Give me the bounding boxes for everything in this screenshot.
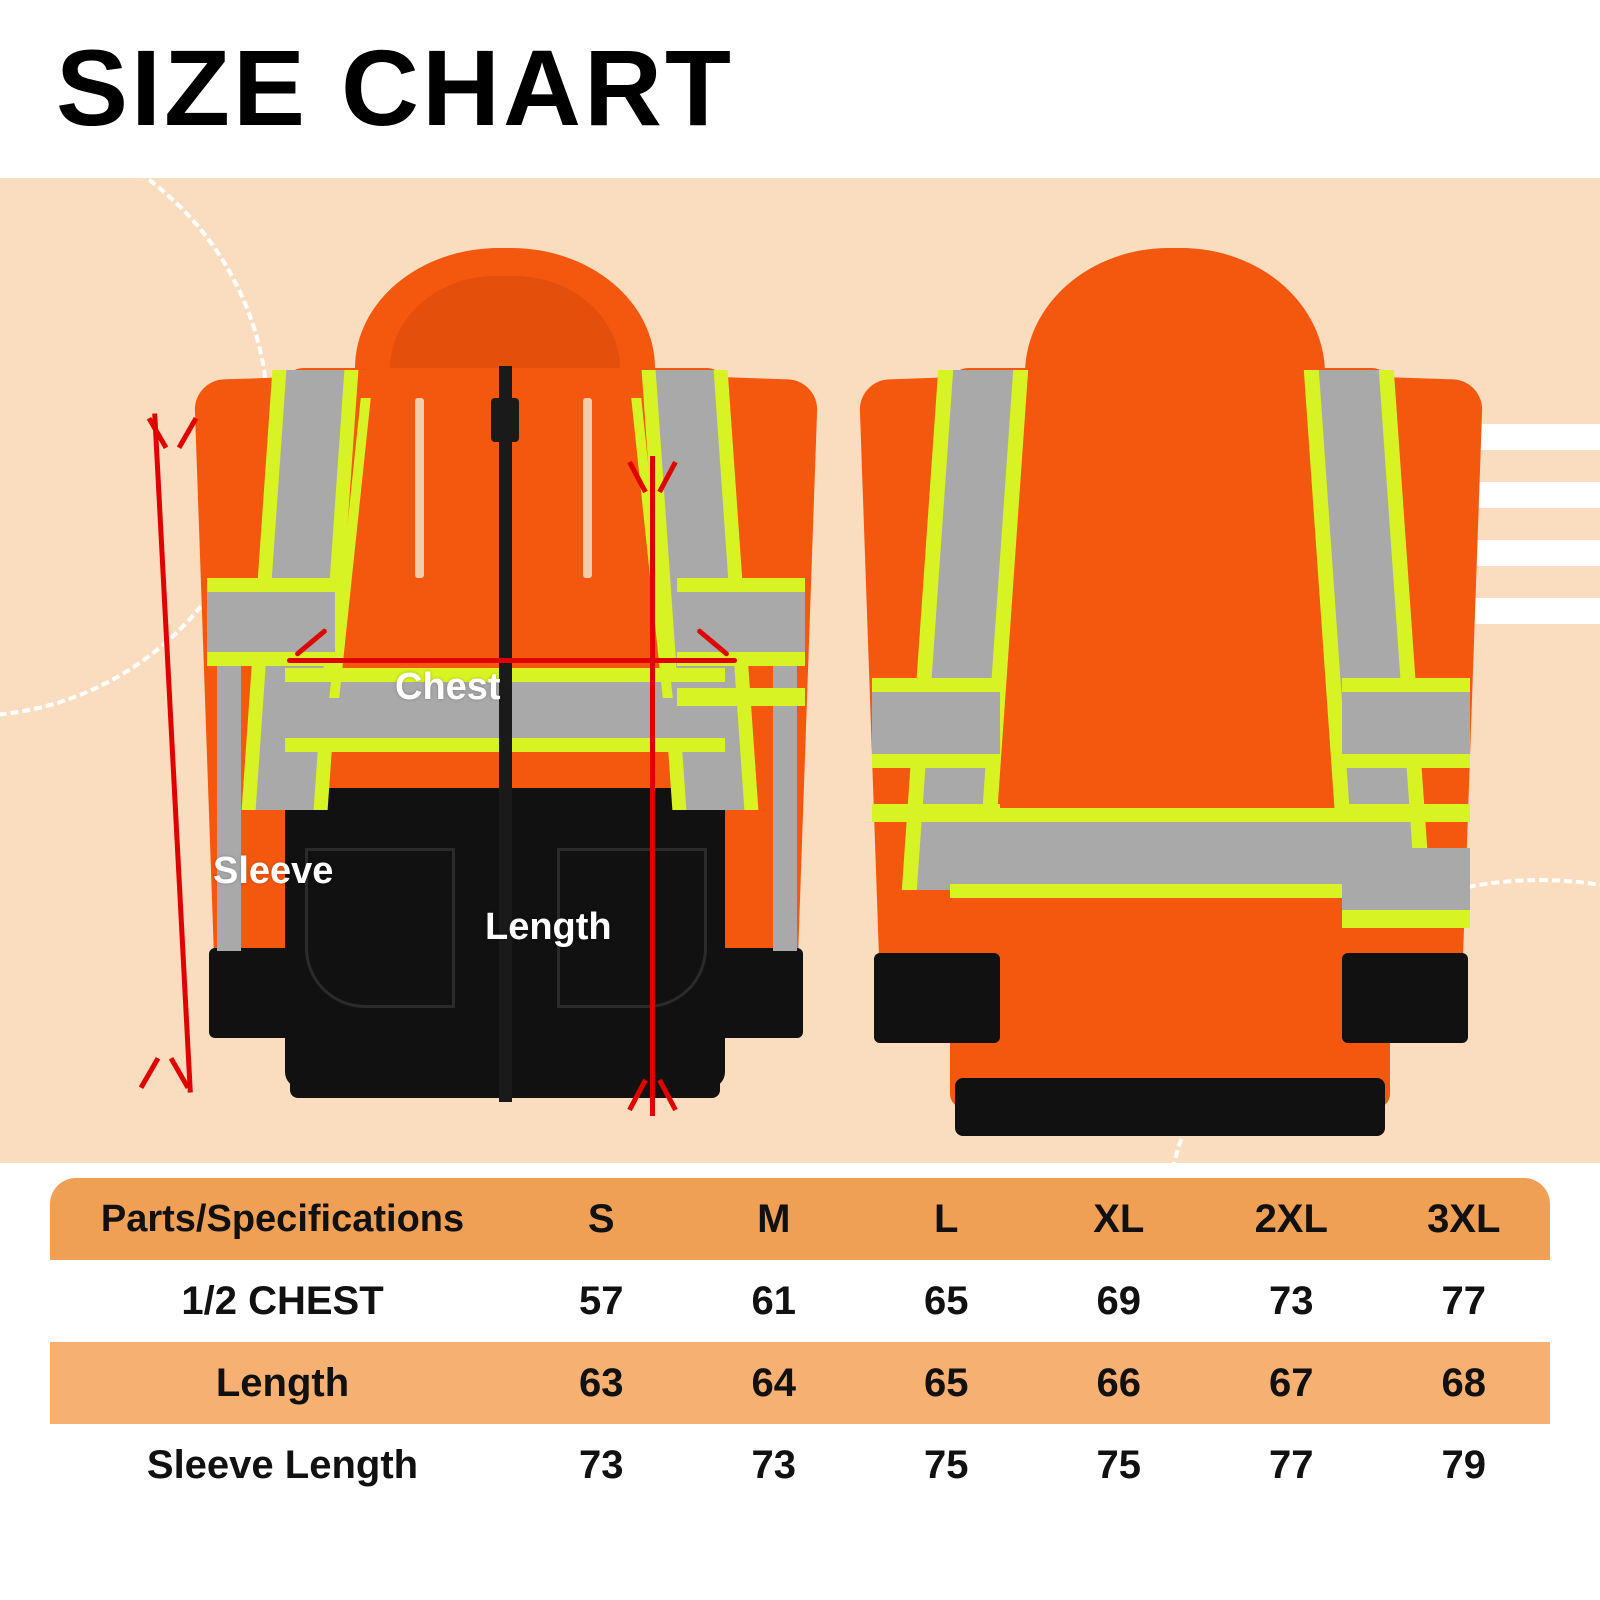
left-cuff-back <box>874 953 1000 1043</box>
cell-sleeve-length-xl: 75 <box>1096 1442 1141 1487</box>
right-cuff-back <box>1342 953 1468 1043</box>
sleeve-measure-arrowhead-bottom-a <box>139 1057 160 1089</box>
table-row <box>50 1424 1550 1506</box>
size-table-wrapper <box>50 1178 1550 1506</box>
column-header-l: L <box>934 1196 959 1241</box>
right-sleeve-silver-stripe <box>773 666 797 951</box>
right-sleeve-silver-band-back <box>1342 692 1470 754</box>
right-sleeve-lime-stripe-back <box>1342 804 1470 822</box>
illustration-panel <box>0 178 1600 1163</box>
cell-length-3xl: 68 <box>1441 1360 1486 1405</box>
left-sleeve-silver-band <box>207 592 335 652</box>
cell-sleeve-length-3xl: 79 <box>1441 1442 1486 1487</box>
cell-half-chest-s: 57 <box>579 1278 624 1323</box>
right-sleeve-silver-stripe-back <box>1342 848 1470 910</box>
chest-label: Chest <box>395 666 501 708</box>
cell-sleeve-length-l: 75 <box>924 1442 969 1487</box>
length-measure-arrow <box>650 456 655 1116</box>
cell-half-chest-l: 65 <box>924 1278 969 1323</box>
length-label: Length <box>485 906 612 948</box>
drawstring-left <box>415 398 424 578</box>
cell-half-chest-m: 61 <box>751 1278 796 1323</box>
cell-sleeve-length-s: 73 <box>579 1442 624 1487</box>
waist-hem-back <box>955 1078 1385 1136</box>
size-table <box>50 1178 1550 1506</box>
table-header-row <box>50 1178 1550 1260</box>
column-header-m: M <box>757 1196 791 1241</box>
column-header-3xl: 3XL <box>1427 1196 1501 1241</box>
row-label-length: Length <box>215 1360 350 1405</box>
row-label-sleeve-length: Sleeve Length <box>146 1442 419 1487</box>
cell-length-m: 64 <box>751 1360 796 1405</box>
size-table-header <box>50 1178 1550 1260</box>
cell-length-s: 63 <box>579 1360 624 1405</box>
right-sleeve-lime-stripe <box>677 688 805 706</box>
table-row <box>50 1260 1550 1342</box>
column-header-s: S <box>587 1196 615 1241</box>
zipper <box>499 366 512 1102</box>
cell-half-chest-xl: 69 <box>1096 1278 1141 1323</box>
table-row <box>50 1342 1550 1424</box>
reflective-silver-back-band <box>950 822 1390 884</box>
column-header-2xl: 2XL <box>1254 1196 1328 1241</box>
cell-length-l: 65 <box>924 1360 969 1405</box>
zipper-pull <box>491 398 519 442</box>
page-title: SIZE CHART <box>56 27 734 148</box>
left-sleeve-lime-stripe-back <box>872 804 1000 822</box>
cell-half-chest-2xl: 73 <box>1269 1278 1314 1323</box>
front-view-hoodie <box>195 248 815 1118</box>
chest-measure-arrow <box>287 658 737 663</box>
cell-half-chest-3xl: 77 <box>1441 1278 1486 1323</box>
column-header-parts: Parts/Specifications <box>100 1197 465 1240</box>
cell-sleeve-length-m: 73 <box>751 1442 796 1487</box>
left-sleeve-silver-stripe <box>217 666 241 951</box>
left-sleeve-silver-band-back <box>872 692 1000 754</box>
column-header-xl: XL <box>1093 1196 1145 1241</box>
right-sleeve-lime-stripe2-back <box>1342 910 1470 928</box>
cell-sleeve-length-2xl: 77 <box>1269 1442 1314 1487</box>
cell-length-2xl: 67 <box>1269 1360 1314 1405</box>
right-sleeve-silver-band <box>677 592 805 652</box>
row-label-half-chest: 1/2 CHEST <box>181 1278 384 1323</box>
sleeve-label: Sleeve <box>213 850 334 892</box>
size-table-body <box>50 1260 1550 1506</box>
cell-length-xl: 66 <box>1096 1360 1141 1405</box>
back-view-hoodie <box>860 248 1480 1118</box>
drawstring-right <box>583 398 592 578</box>
